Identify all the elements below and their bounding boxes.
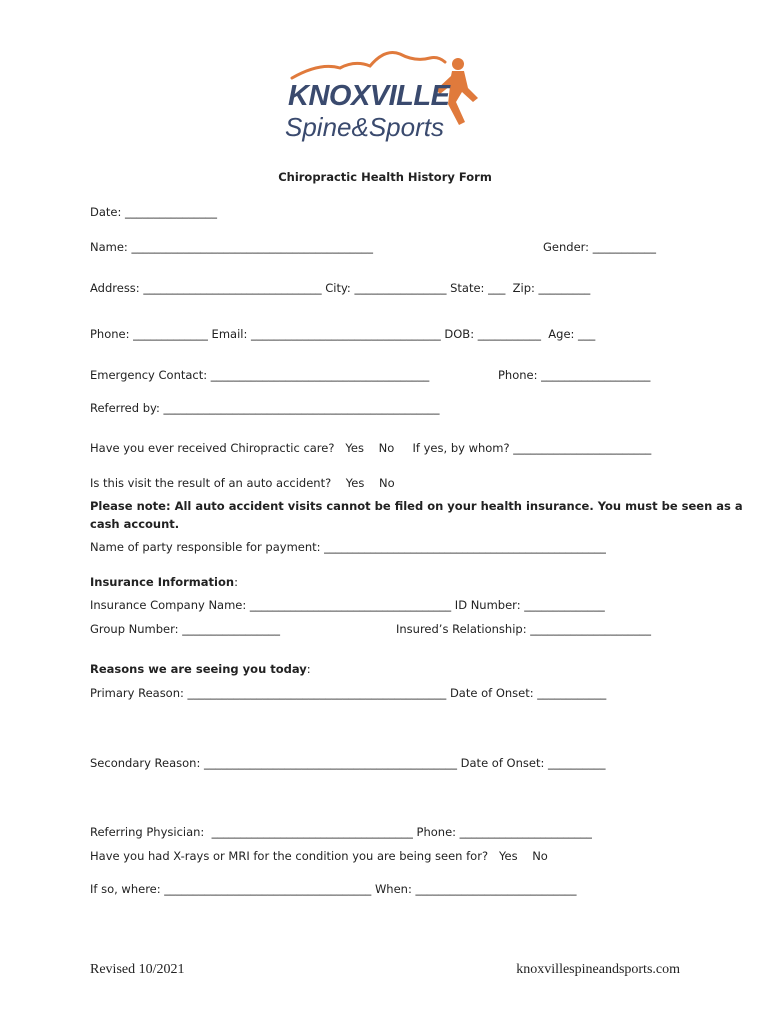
logo-line2: Spine&Sports	[285, 112, 444, 142]
xray-mri-question[interactable]: Have you had X-rays or MRI for the condition you are being seen for? Yes No	[90, 849, 548, 863]
revised-date: Revised 10/2021	[90, 962, 185, 977]
knoxville-spine-sports-logo	[280, 40, 495, 150]
referred-by-field[interactable]: Referred by: ________________________________________________	[90, 401, 440, 415]
emergency-phone-field[interactable]: Phone: ___________________	[498, 368, 651, 382]
name-field[interactable]: Name: __________________________________________	[90, 240, 373, 254]
auto-accident-question[interactable]: Is this visit the result of an auto accident? Yes No	[90, 476, 395, 490]
address-row[interactable]: Address: _______________________________ City: ________________ State: ___ Zip: _________	[90, 281, 591, 295]
reasons-heading-text: Reasons we are seeing you today	[90, 662, 307, 676]
primary-reason-row[interactable]: Primary Reason: _____________________________________________ Date of Onset: ____________	[90, 686, 607, 700]
gender-field[interactable]: Gender: ___________	[543, 240, 656, 254]
insurance-heading	[90, 575, 238, 589]
chiropractic-care-question[interactable]: Have you ever received Chiropractic care? Yes No If yes, by whom? ________________________	[90, 441, 652, 455]
emergency-contact-field[interactable]: Emergency Contact: ______________________________________	[90, 368, 430, 382]
insurance-heading-text: Insurance Information	[90, 575, 235, 589]
form-title: Chiropractic Health History Form	[278, 170, 492, 184]
insurance-company-row[interactable]: Insurance Company Name: ___________________________________ ID Number: ______________	[90, 598, 605, 612]
website-footer: knoxvillespineandsports.com	[516, 962, 680, 977]
insurance-heading-colon: :	[234, 575, 238, 589]
responsible-party-field[interactable]: Name of party responsible for payment: _________________________________________________	[90, 540, 606, 554]
group-number-field[interactable]: Group Number: _________________	[90, 622, 280, 636]
secondary-reason-row[interactable]: Secondary Reason: ____________________________________________ Date of Onset: __________	[90, 756, 606, 770]
auto-accident-note: Please note: All auto accident visits cannot be filed on your health insurance. You must be seen as a	[90, 499, 743, 513]
logo-line1: KNOXVILLE	[288, 80, 450, 112]
insured-relationship-field[interactable]: Insured’s Relationship: _____________________	[396, 622, 651, 636]
reasons-heading	[90, 662, 311, 676]
phone-email-dob-age-row[interactable]: Phone: _____________ Email: _________________________________ DOB: ___________ Age: ___	[90, 327, 596, 341]
reasons-heading-colon: :	[306, 662, 311, 676]
date-field[interactable]: Date: ________________	[90, 205, 218, 219]
auto-accident-note-cont: cash account.	[90, 517, 180, 531]
referring-physician-row[interactable]: Referring Physician: ___________________________________ Phone: _______________________	[90, 825, 592, 839]
if-so-where-row[interactable]: If so, where: ____________________________________ When: ____________________________	[90, 882, 577, 896]
